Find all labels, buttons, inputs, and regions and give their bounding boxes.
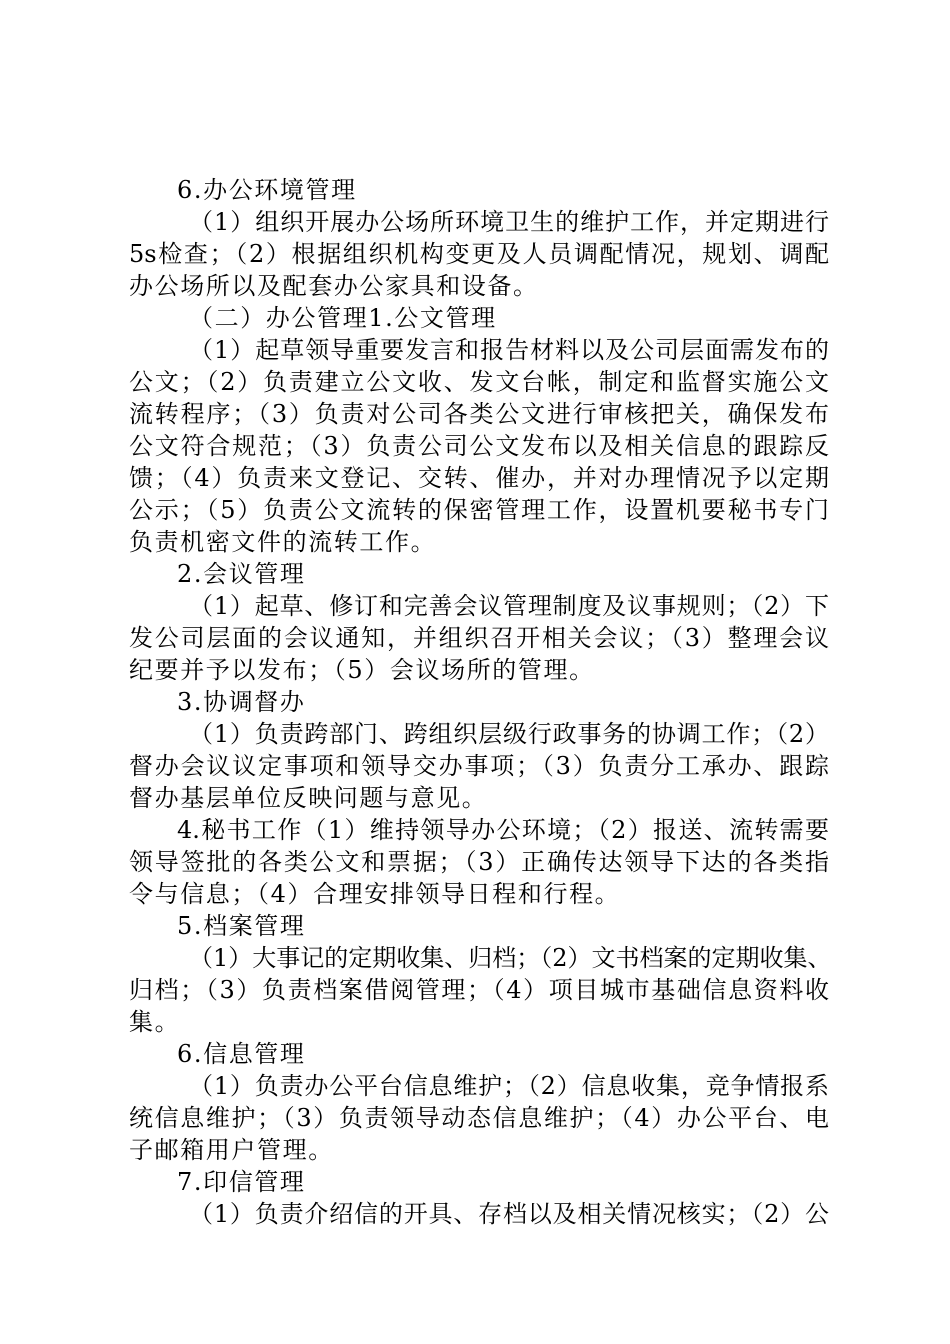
heading-information-management: 6.信息管理 [177, 1040, 306, 1068]
paragraph-line: 负责机密文件的流转工作。 [129, 528, 437, 556]
paragraph-line: 领导签批的各类公文和票据；（3）正确传达领导下达的各类指 [129, 848, 829, 876]
heading-meeting-management: 2.会议管理 [177, 560, 306, 588]
paragraph-line: 督办会议议定事项和领导交办事项；（3）负责分工承办、跟踪 [129, 752, 829, 780]
paragraph-line: （1）负责办公平台信息维护；（2）信息收集，竞争情报系 [189, 1072, 829, 1100]
paragraph-line: 馈；（4）负责来文登记、交转、催办，并对办理情况予以定期 [129, 464, 829, 492]
paragraph-line: 5s检查；（2）根据组织机构变更及人员调配情况，规划、调配 [129, 240, 829, 268]
paragraph-line: （1）负责跨部门、跨组织层级行政事务的协调工作；（2） [189, 720, 829, 748]
paragraph-line: 公文符合规范；（3）负责公司公文发布以及相关信息的跟踪反 [129, 432, 829, 460]
paragraph-line: 令与信息；（4）合理安排领导日程和行程。 [129, 880, 621, 908]
paragraph-line: （1）起草、修订和完善会议管理制度及议事规则；（2）下 [189, 592, 829, 620]
paragraph-line: 子邮箱用户管理。 [129, 1136, 334, 1164]
paragraph-line: 督办基层单位反映问题与意见。 [129, 784, 488, 812]
paragraph-line: （1）大事记的定期收集、归档；（2）文书档案的定期收集、 [189, 944, 832, 972]
paragraph-line: （1）起草领导重要发言和报告材料以及公司层面需发布的 [189, 336, 829, 364]
paragraph-line: 流转程序；（3）负责对公司各类公文进行审核把关，确保发布 [129, 400, 829, 428]
paragraph-line: （1）组织开展办公场所环境卫生的维护工作，并定期进行 [189, 208, 829, 236]
paragraph-line: （1）负责介绍信的开具、存档以及相关情况核实；（2）公 [189, 1200, 829, 1228]
paragraph-line: 公文；（2）负责建立公文收、发文台帐，制定和监督实施公文 [129, 368, 829, 396]
paragraph-line: 公示；（5）负责公文流转的保密管理工作，设置机要秘书专门 [129, 496, 829, 524]
heading-seal-management: 7.印信管理 [177, 1168, 306, 1196]
heading-office-management: （二）办公管理1.公文管理 [189, 304, 497, 332]
paragraph-line: 归档；（3）负责档案借阅管理；（4）项目城市基础信息资料收 [129, 976, 829, 1004]
heading-office-environment: 6.办公环境管理 [177, 176, 357, 204]
paragraph-line: 发公司层面的会议通知，并组织召开相关会议；（3）整理会议 [129, 624, 829, 652]
paragraph-line: 纪要并予以发布；（5）会议场所的管理。 [129, 656, 595, 684]
paragraph-line: 统信息维护；（3）负责领导动态信息维护；（4）办公平台、电 [129, 1104, 829, 1132]
paragraph-line: 集。 [129, 1008, 181, 1036]
paragraph-line: 办公场所以及配套办公家具和设备。 [129, 272, 539, 300]
heading-secretary-work: 4.秘书工作（1）维持领导办公环境；（2）报送、流转需要 [177, 816, 829, 844]
heading-coordination: 3.协调督办 [177, 688, 306, 716]
heading-archive-management: 5.档案管理 [177, 912, 306, 940]
